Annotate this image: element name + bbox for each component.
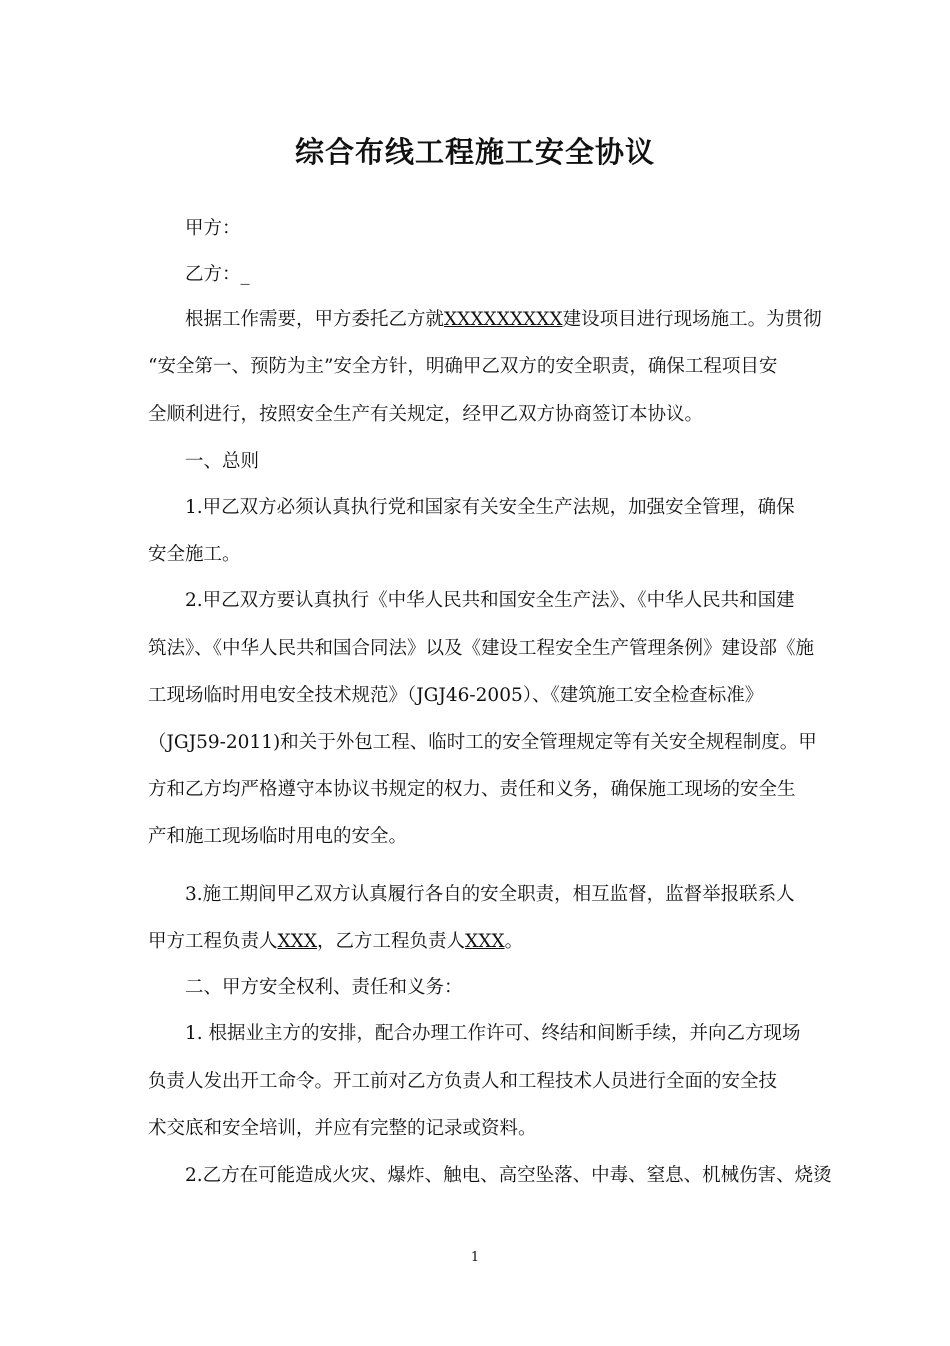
intro-text-b: 建设项目进行现场施工。为贯彻 <box>562 309 822 330</box>
s1-item3-line-1: 3.施工期间甲乙双方认真履行各自的安全职责，相互监督，监督举报联系人 <box>185 884 795 905</box>
intro-text-a: 根据工作需要，甲方委托乙方就 <box>185 309 445 330</box>
party-a-lead-name: XXX <box>277 931 318 952</box>
s1-item2-line-5: 方和乙方均严格遵守本协议书规定的权力、责任和义务，确保施工现场的安全生 <box>148 779 796 800</box>
s1-item2-line-3: 工现场临时用电安全技术规范》（JGJ46-2005）、《建筑施工安全检查标准》 <box>148 685 764 706</box>
s1-item2-line-1: 2.甲乙双方要认真执行《中华人民共和国安全生产法》、《中华人民共和国建 <box>185 590 795 611</box>
intro-line-2: “安全第一、预防为主”安全方针，明确甲乙双方的安全职责，确保工程项目安 <box>148 356 778 377</box>
s1-item3-line-2 <box>148 929 523 955</box>
intro-line-3: 全顺利进行，按照安全生产有关规定，经甲乙双方协商签订本协议。 <box>148 404 704 425</box>
section-1-heading: 一、总则 <box>185 451 260 472</box>
project-name: XXXXXXXXX <box>444 309 563 330</box>
intro-line-1 <box>185 307 822 333</box>
s2-item2-line-1: 2.乙方在可能造成火灾、爆炸、触电、高空坠落、中毒、窒息、机械伤害、烧烫 <box>185 1165 832 1186</box>
party-b-lead-label: ，乙方工程负责人 <box>317 931 466 952</box>
s2-item1-line-3: 术交底和安全培训，并应有完整的记录或资料。 <box>148 1118 537 1139</box>
section-2-heading: 二、甲方安全权利、责任和义务： <box>185 977 463 998</box>
page-number: 1 <box>470 1250 480 1265</box>
s1-item2-line-6: 产和施工现场临时用电的安全。 <box>148 826 408 847</box>
s1-item2-line-2: 筑法》、《中华人民共和国合同法》以及《建设工程安全生产管理条例》建设部《施 <box>148 638 815 659</box>
s2-item1-line-2: 负责人发出开工命令。开工前对乙方负责人和工程技术人员进行全面的安全技 <box>148 1071 778 1092</box>
line-end: 。 <box>504 931 524 952</box>
s1-item1-line-2: 安全施工。 <box>148 544 241 565</box>
party-b-lead-name: XXX <box>465 931 505 952</box>
s1-item1-line-1: 1.甲乙双方必须认真执行党和国家有关安全生产法规，加强安全管理，确保 <box>185 497 795 518</box>
s2-item1-line-1: 1. 根据业主方的安排，配合办理工作许可、终结和间断手续，并向乙方现场 <box>185 1023 801 1044</box>
party-a-line: 甲方： <box>185 218 241 239</box>
party-b-line: 乙方：_ <box>185 264 250 285</box>
s1-item2-line-4: （JGJ59-2011)和关于外包工程、临时工的安全管理规定等有关安全规程制度。甲 <box>148 732 817 753</box>
party-a-lead-label: 甲方工程负责人 <box>148 931 278 952</box>
document-title: 综合布线工程施工安全协议 <box>294 135 655 169</box>
